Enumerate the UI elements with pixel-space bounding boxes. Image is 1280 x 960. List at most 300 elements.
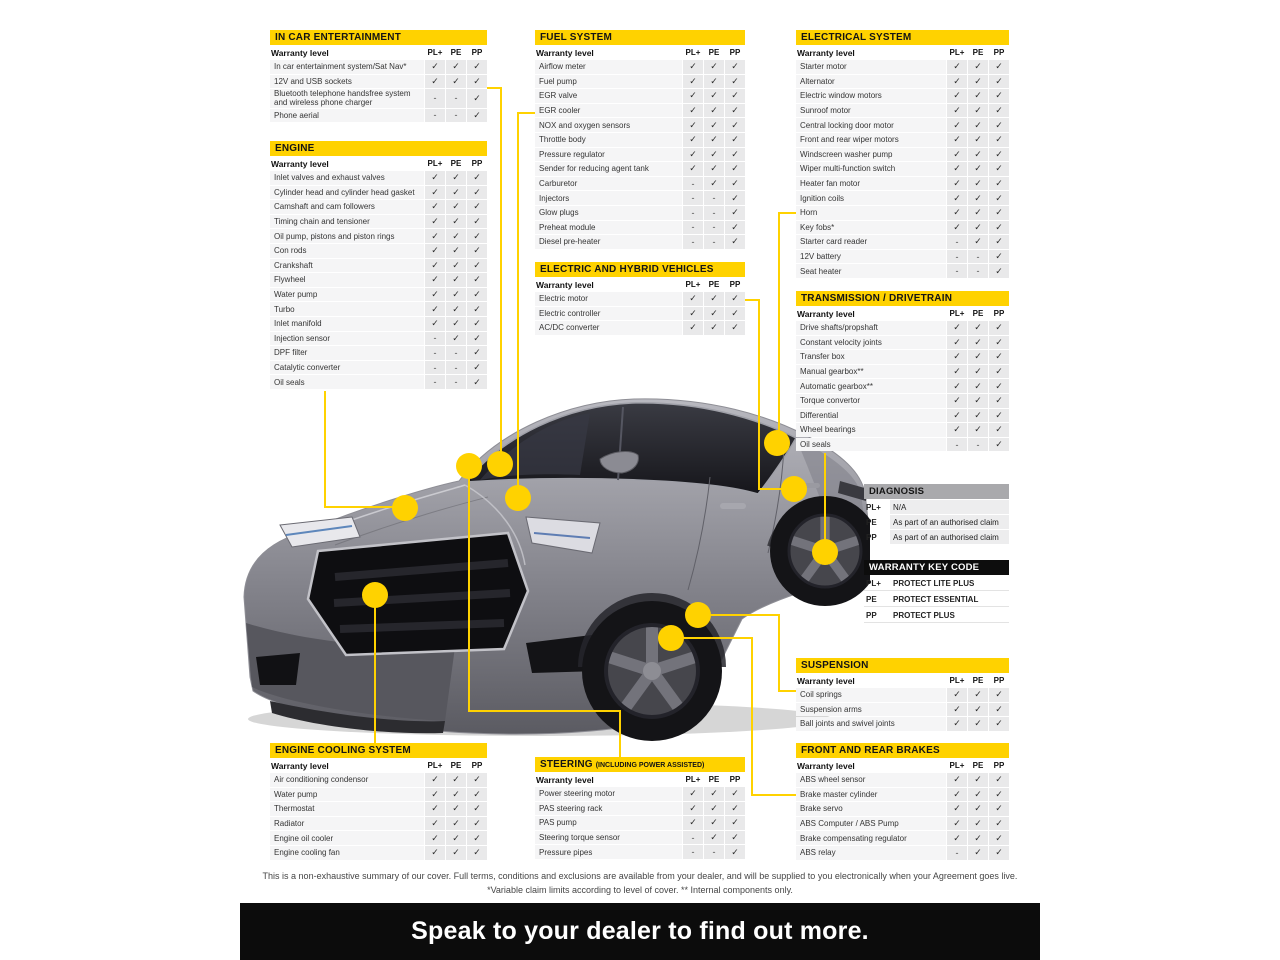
connector-line-engine-cooling [374,595,376,744]
dash-mark: - [947,264,967,278]
diagnosis-title: DIAGNOSIS [864,484,1009,499]
check-mark: ✓ [968,235,988,249]
check-mark: ✓ [968,177,988,191]
column-pe: PE [972,309,984,318]
row-label: Cylinder head and cylinder head gasket [270,186,424,200]
row-label: Inlet valves and exhaust valves [270,171,424,185]
check-mark: ✓ [425,186,445,200]
dash-mark: - [947,846,967,860]
connector-line-suspension [778,690,796,692]
check-mark: ✓ [989,717,1009,731]
row-label: Electric controller [535,307,682,321]
check-mark: ✓ [947,394,967,408]
row-label: Bluetooth telephone handsfree system and wireless phone charger [270,89,424,107]
table-title [796,743,1009,758]
table-row [796,802,1009,816]
table-row [535,206,745,220]
key-label: PE [866,517,877,527]
dealer-banner [240,903,1040,960]
check-mark: ✓ [425,773,445,787]
check-mark: ✓ [446,288,466,302]
key-label: PE [866,594,877,604]
table-electric-hybrid [535,262,745,336]
check-mark: ✓ [989,148,1009,162]
connector-line-brakes [751,637,753,796]
callout-dot-electric-hybrid [781,476,807,502]
check-mark: ✓ [947,104,967,118]
dash-mark: - [683,831,703,845]
dealer-banner-text: Speak to your dealer to find out more. [411,917,869,945]
check-mark: ✓ [425,288,445,302]
check-mark: ✓ [683,148,703,162]
row-label: Glow plugs [535,206,682,220]
table-row [796,394,1009,408]
check-mark: ✓ [425,229,445,243]
check-mark: ✓ [725,60,745,74]
table-row [796,250,1009,264]
check-mark: ✓ [467,831,487,845]
row-label: Coil springs [796,688,946,702]
check-mark: ✓ [446,259,466,273]
row-label: Constant velocity joints [796,336,946,350]
check-mark: ✓ [467,229,487,243]
check-mark: ✓ [968,817,988,831]
table-title [270,743,487,758]
table-row [535,307,745,321]
check-mark: ✓ [683,321,703,335]
connector-line-suspension [778,614,780,692]
dash-mark: - [425,109,445,123]
warranty-level-label: Warranty level [271,47,329,58]
check-mark: ✓ [704,307,724,321]
table-row [270,375,487,389]
key-value-row [864,576,1009,591]
row-label: Fuel pump [535,75,682,89]
connector-line-electrical-system [778,212,780,444]
table-row [270,244,487,258]
table-row [270,802,487,816]
key-value: PROTECT ESSENTIAL [893,594,979,604]
column-pp: PP [729,775,741,784]
check-mark: ✓ [989,133,1009,147]
check-mark: ✓ [989,60,1009,74]
table-title-text: ELECTRICAL SYSTEM [801,32,912,43]
check-mark: ✓ [446,773,466,787]
check-mark: ✓ [467,346,487,360]
table-row [796,409,1009,423]
table-row [796,162,1009,176]
check-mark: ✓ [968,409,988,423]
check-mark: ✓ [467,773,487,787]
row-label: Brake compensating regulator [796,831,946,845]
check-mark: ✓ [968,846,988,860]
column-pp: PP [729,48,741,57]
dash-mark: - [704,221,724,235]
column-pl-plus: PL+ [949,309,965,318]
dash-mark: - [446,375,466,389]
table-row [796,104,1009,118]
table-row [270,361,487,375]
connector-line-engine [324,391,326,507]
check-mark: ✓ [989,104,1009,118]
callout-dot-fuel-system [505,485,531,511]
check-mark: ✓ [704,816,724,830]
check-mark: ✓ [947,336,967,350]
column-pl-plus: PL+ [685,775,701,784]
table-row [535,816,745,830]
table-title [535,30,745,45]
check-mark: ✓ [725,307,745,321]
dash-mark: - [968,264,988,278]
check-mark: ✓ [989,350,1009,364]
check-mark: ✓ [704,177,724,191]
table-subheader [535,46,745,59]
table-subheader [270,759,487,772]
row-label: Catalytic converter [270,361,424,375]
row-label: Suspension arms [796,703,946,717]
table-row [796,817,1009,831]
dash-mark: - [947,438,967,452]
column-pp: PP [993,676,1005,685]
check-mark: ✓ [425,75,445,89]
column-pe: PE [972,761,984,770]
check-mark: ✓ [989,409,1009,423]
row-label: PAS pump [535,816,682,830]
row-label: Brake master cylinder [796,788,946,802]
table-row [796,350,1009,364]
check-mark: ✓ [425,244,445,258]
check-mark: ✓ [947,802,967,816]
table-engine [270,141,487,390]
check-mark: ✓ [704,118,724,132]
check-mark: ✓ [704,148,724,162]
table-row [796,235,1009,249]
column-pe: PE [708,48,720,57]
row-label: Inlet manifold [270,317,424,331]
check-mark: ✓ [947,60,967,74]
key-label: PP [866,610,877,620]
table-row [535,221,745,235]
row-label: Wheel bearings [796,423,946,437]
check-mark: ✓ [725,148,745,162]
connector-line-brakes [751,794,796,796]
check-mark: ✓ [968,191,988,205]
row-label: NOX and oxygen sensors [535,118,682,132]
table-subheader [796,759,1009,772]
table-engine-cooling [270,743,487,861]
check-mark: ✓ [425,200,445,214]
table-warranty-key-code [864,560,1009,623]
key-label: PP [866,532,877,542]
check-mark: ✓ [725,787,745,801]
key-value: PROTECT LITE PLUS [893,578,975,588]
table-row [535,831,745,845]
check-mark: ✓ [989,788,1009,802]
check-mark: ✓ [446,332,466,346]
connector-line-steering [619,710,621,757]
column-pe: PE [972,676,984,685]
check-mark: ✓ [968,365,988,379]
car-door-handle [720,503,746,509]
check-mark: ✓ [947,148,967,162]
row-label: In car entertainment system/Sat Nav* [270,60,424,74]
table-row [270,346,487,360]
table-subheader [270,46,487,59]
table-suspension [796,658,1009,732]
check-mark: ✓ [725,75,745,89]
check-mark: ✓ [947,162,967,176]
table-subheader [535,773,745,786]
row-label: Preheat module [535,221,682,235]
check-mark: ✓ [725,191,745,205]
table-row [270,773,487,787]
row-label: Electric motor [535,292,682,306]
check-mark: ✓ [968,423,988,437]
column-pe: PE [450,48,462,57]
connector-line-steering [468,710,621,712]
check-mark: ✓ [683,89,703,103]
key-value-row [864,592,1009,607]
check-mark: ✓ [446,215,466,229]
check-mark: ✓ [968,350,988,364]
table-subheader [796,46,1009,59]
row-label: Starter motor [796,60,946,74]
callout-dot-brakes [658,625,684,651]
check-mark: ✓ [989,394,1009,408]
table-transmission [796,291,1009,452]
check-mark: ✓ [425,215,445,229]
key-label: PL+ [866,578,881,588]
check-mark: ✓ [989,365,1009,379]
check-mark: ✓ [968,688,988,702]
check-mark: ✓ [446,317,466,331]
dash-mark: - [704,845,724,859]
row-label: Sender for reducing agent tank [535,162,682,176]
check-mark: ✓ [968,788,988,802]
table-row [796,365,1009,379]
check-mark: ✓ [968,336,988,350]
table-row [535,60,745,74]
check-mark: ✓ [968,60,988,74]
check-mark: ✓ [467,171,487,185]
check-mark: ✓ [683,118,703,132]
check-mark: ✓ [947,717,967,731]
table-row [270,846,487,860]
table-subheader [535,278,745,291]
check-mark: ✓ [989,206,1009,220]
warranty-level-label: Warranty level [797,760,855,771]
connector-line-fuel-system [517,112,519,498]
check-mark: ✓ [425,831,445,845]
table-title-text: SUSPENSION [801,660,869,671]
check-mark: ✓ [968,703,988,717]
row-label: Transfer box [796,350,946,364]
check-mark: ✓ [989,336,1009,350]
row-label: Turbo [270,302,424,316]
dash-mark: - [683,845,703,859]
row-label: 12V battery [796,250,946,264]
check-mark: ✓ [425,171,445,185]
table-row [535,133,745,147]
table-row [270,200,487,214]
check-mark: ✓ [467,215,487,229]
table-row [796,423,1009,437]
table-row [535,787,745,801]
connector-line-electric-hybrid [758,299,760,489]
row-label: Central locking door motor [796,118,946,132]
table-row [270,229,487,243]
check-mark: ✓ [725,177,745,191]
check-mark: ✓ [467,332,487,346]
table-title [796,30,1009,45]
table-row [535,89,745,103]
check-mark: ✓ [704,75,724,89]
table-subheader [270,157,487,170]
column-pp: PP [471,159,483,168]
check-mark: ✓ [467,89,487,107]
check-mark: ✓ [947,177,967,191]
row-label: Diesel pre-heater [535,235,682,249]
row-label: Heater fan motor [796,177,946,191]
check-mark: ✓ [467,846,487,860]
check-mark: ✓ [683,162,703,176]
footnote-line-2: *Variable claim limits according to level of cover. ** Internal components only. [487,885,793,895]
callout-dot-electrical-system [764,430,790,456]
check-mark: ✓ [968,75,988,89]
dash-mark: - [683,177,703,191]
column-pl-plus: PL+ [949,676,965,685]
dash-mark: - [425,89,445,107]
table-steering [535,757,745,860]
key-label: PL+ [866,502,881,512]
check-mark: ✓ [467,259,487,273]
check-mark: ✓ [704,89,724,103]
dash-mark: - [683,221,703,235]
callout-dot-in-car-entertainment [487,451,513,477]
table-row [796,321,1009,335]
check-mark: ✓ [989,802,1009,816]
table-title-suffix: (INCLUDING POWER ASSISTED) [595,762,705,769]
check-mark: ✓ [467,200,487,214]
table-row [796,191,1009,205]
row-label: Drive shafts/propshaft [796,321,946,335]
table-row [270,273,487,287]
key-value: N/A [890,500,1009,514]
table-row [270,332,487,346]
check-mark: ✓ [968,118,988,132]
table-row [270,259,487,273]
row-label: Manual gearbox** [796,365,946,379]
row-label: Key fobs* [796,221,946,235]
check-mark: ✓ [446,75,466,89]
table-title-text: STEERING [540,759,593,770]
check-mark: ✓ [446,302,466,316]
check-mark: ✓ [446,171,466,185]
row-label: Differential [796,409,946,423]
check-mark: ✓ [968,89,988,103]
row-label: PAS steering rack [535,802,682,816]
column-pp: PP [993,48,1005,57]
table-title-text: ELECTRIC AND HYBRID VEHICLES [540,264,714,275]
dash-mark: - [704,206,724,220]
check-mark: ✓ [947,409,967,423]
column-pl-plus: PL+ [427,48,443,57]
check-mark: ✓ [968,802,988,816]
row-label: Radiator [270,817,424,831]
footnote [240,869,1040,897]
check-mark: ✓ [725,816,745,830]
column-pe: PE [708,775,720,784]
dash-mark: - [683,206,703,220]
connector-line-in-car-entertainment [500,87,502,464]
table-row [796,336,1009,350]
check-mark: ✓ [947,206,967,220]
row-label: Starter card reader [796,235,946,249]
check-mark: ✓ [989,191,1009,205]
check-mark: ✓ [425,259,445,273]
table-row [535,148,745,162]
column-pp: PP [729,280,741,289]
table-row [270,60,487,74]
check-mark: ✓ [446,273,466,287]
column-pp: PP [993,309,1005,318]
check-mark: ✓ [989,703,1009,717]
callout-dot-engine [392,495,418,521]
dash-mark: - [446,109,466,123]
check-mark: ✓ [989,321,1009,335]
table-front-rear-brakes [796,743,1009,861]
connector-line-electrical-system [780,212,796,214]
check-mark: ✓ [989,250,1009,264]
table-row [796,89,1009,103]
table-row [796,717,1009,731]
row-label: Horn [796,206,946,220]
row-label: Engine cooling fan [270,846,424,860]
column-pp: PP [993,761,1005,770]
check-mark: ✓ [467,186,487,200]
check-mark: ✓ [989,688,1009,702]
dash-mark: - [683,191,703,205]
check-mark: ✓ [725,104,745,118]
check-mark: ✓ [467,109,487,123]
table-row [796,831,1009,845]
check-mark: ✓ [725,235,745,249]
check-mark: ✓ [446,60,466,74]
check-mark: ✓ [947,688,967,702]
check-mark: ✓ [947,423,967,437]
check-mark: ✓ [467,788,487,802]
column-pl-plus: PL+ [685,48,701,57]
table-row [270,109,487,123]
dash-mark: - [446,89,466,107]
table-title [535,262,745,277]
column-pl-plus: PL+ [685,280,701,289]
row-label: AC/DC converter [535,321,682,335]
check-mark: ✓ [725,845,745,859]
table-row [796,846,1009,860]
column-pl-plus: PL+ [949,761,965,770]
warranty-level-label: Warranty level [271,760,329,771]
row-label: EGR cooler [535,104,682,118]
warranty-level-label: Warranty level [797,47,855,58]
dash-mark: - [425,361,445,375]
check-mark: ✓ [968,162,988,176]
check-mark: ✓ [704,292,724,306]
row-label: Timing chain and tensioner [270,215,424,229]
check-mark: ✓ [989,379,1009,393]
table-row [796,788,1009,802]
check-mark: ✓ [989,817,1009,831]
